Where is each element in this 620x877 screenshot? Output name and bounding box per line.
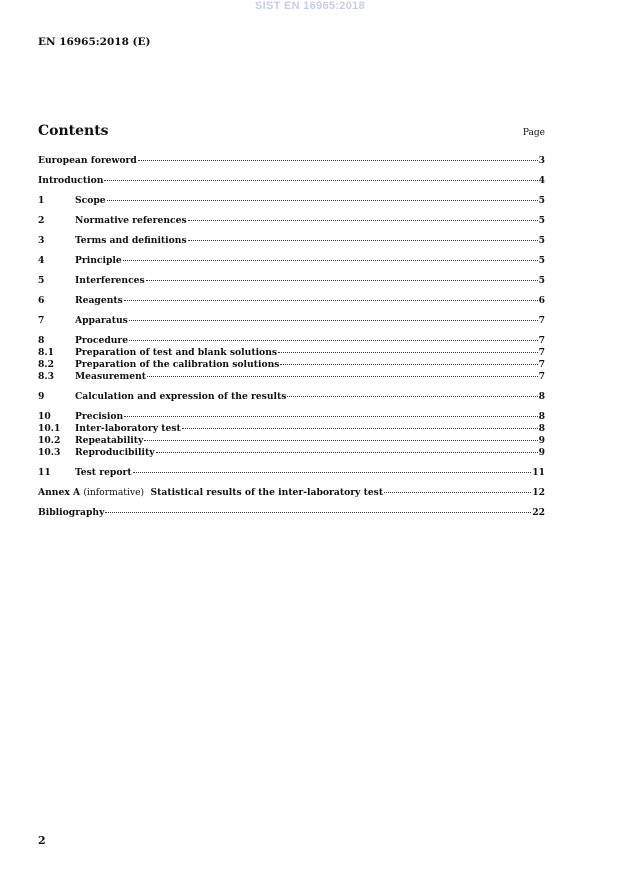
toc-title: Preparation of the calibration solutions: [75, 359, 280, 370]
toc-number: 3: [38, 235, 45, 246]
dot-leader: [278, 352, 538, 353]
toc-title: Bibliography: [38, 507, 105, 518]
toc-number: 4: [38, 255, 45, 266]
toc-title: Apparatus: [75, 315, 128, 326]
toc-entry-test-report[interactable]: [38, 467, 545, 479]
toc-title: Scope: [75, 195, 106, 206]
toc-entry-procedure[interactable]: [38, 335, 545, 347]
dot-leader: [188, 220, 538, 221]
dot-leader: [124, 300, 538, 301]
toc-page: 7: [538, 359, 545, 370]
toc-page: 11: [532, 467, 545, 478]
dot-leader: [147, 376, 538, 377]
toc-page: 8: [538, 391, 545, 402]
toc-number: 6: [38, 295, 45, 306]
toc-number: 5: [38, 275, 45, 286]
toc-number: 8.1: [38, 347, 54, 358]
toc-entry-interferences[interactable]: [38, 275, 545, 287]
toc-entry-principle[interactable]: [38, 255, 545, 267]
page-number: 2: [38, 834, 46, 847]
dot-leader: [124, 416, 537, 417]
dot-leader: [146, 280, 538, 281]
toc-number: 9: [38, 391, 45, 402]
annex-title: Statistical results of the inter-laboratory test: [150, 487, 384, 498]
toc-number: 1: [38, 195, 45, 206]
toc-title: Procedure: [75, 335, 129, 346]
toc-number: 8: [38, 335, 45, 346]
contents-title: Contents: [38, 123, 109, 139]
toc-title: Reagents: [75, 295, 123, 306]
toc-number: 10.3: [38, 447, 61, 458]
dot-leader: [384, 492, 531, 493]
toc-page: 7: [538, 371, 545, 382]
toc-entry-preparation-test-blank[interactable]: [38, 347, 545, 359]
toc-title: European foreword: [38, 155, 137, 166]
page-column-label: Page: [522, 128, 545, 138]
toc-entry-measurement[interactable]: [38, 371, 545, 383]
toc-page: 5: [538, 195, 545, 206]
toc-title: [38, 487, 383, 499]
annex-label: Annex A: [38, 487, 81, 498]
toc-page: 22: [532, 507, 545, 518]
toc-page: 7: [538, 335, 545, 346]
toc-entry-reproducibility[interactable]: [38, 447, 545, 459]
dot-leader: [129, 340, 537, 341]
toc-page: 7: [538, 347, 545, 358]
toc-page: 3: [538, 155, 545, 166]
toc-number: 7: [38, 315, 45, 326]
toc-page: 12: [532, 487, 545, 498]
toc-entry-preparation-calibration[interactable]: [38, 359, 545, 371]
dot-leader: [182, 428, 538, 429]
dot-leader: [107, 200, 538, 201]
dot-leader: [123, 260, 538, 261]
toc-entry-terms-and-definitions[interactable]: [38, 235, 545, 247]
dot-leader: [133, 472, 532, 473]
toc-page: 5: [538, 215, 545, 226]
toc-entry-inter-laboratory-test[interactable]: [38, 423, 545, 435]
toc-number: 10.1: [38, 423, 61, 434]
toc-entry-reagents[interactable]: [38, 295, 545, 307]
toc-title: Repeatability: [75, 435, 144, 446]
toc-page: 8: [538, 411, 545, 422]
toc-page: 9: [538, 447, 545, 458]
toc-entry-precision[interactable]: [38, 411, 545, 423]
toc-title: Precision: [75, 411, 124, 422]
toc-title: Reproducibility: [75, 447, 155, 458]
dot-leader: [188, 240, 538, 241]
toc-entry-bibliography[interactable]: [38, 507, 545, 519]
dot-leader: [105, 512, 531, 513]
toc-title: Measurement: [75, 371, 146, 382]
watermark: SIST EN 16965:2018: [255, 0, 365, 12]
toc-title: Inter-laboratory test: [75, 423, 181, 434]
toc-page: 5: [538, 275, 545, 286]
document-id: EN 16965:2018 (E): [38, 36, 151, 48]
toc-page: 9: [538, 435, 545, 446]
toc-entry-annex-a[interactable]: [38, 487, 545, 499]
toc-entry-introduction[interactable]: [38, 175, 545, 187]
dot-leader: [287, 396, 537, 397]
toc-entry-calculation[interactable]: [38, 391, 545, 403]
toc-entry-scope[interactable]: [38, 195, 545, 207]
toc-number: 10.2: [38, 435, 61, 446]
toc-page: 4: [538, 175, 545, 186]
toc-title: Introduction: [38, 175, 104, 186]
toc-page: 6: [538, 295, 545, 306]
dot-leader: [104, 180, 537, 181]
annex-note: (informative): [83, 487, 145, 498]
toc-title: Calculation and expression of the results: [75, 391, 287, 402]
dot-leader: [129, 320, 538, 321]
dot-leader: [144, 440, 537, 441]
toc-entry-apparatus[interactable]: [38, 315, 545, 327]
toc-title: Interferences: [75, 275, 145, 286]
toc-title: Principle: [75, 255, 122, 266]
dot-leader: [138, 160, 538, 161]
toc-number: 8.2: [38, 359, 54, 370]
toc-number: 2: [38, 215, 45, 226]
table-of-contents: [38, 155, 545, 519]
toc-entry-european-foreword[interactable]: [38, 155, 545, 167]
toc-title: Test report: [75, 467, 132, 478]
toc-number: 11: [38, 467, 51, 478]
toc-number: 8.3: [38, 371, 54, 382]
dot-leader: [280, 364, 537, 365]
toc-title: Preparation of test and blank solutions: [75, 347, 278, 358]
dot-leader: [156, 452, 538, 453]
toc-page: 5: [538, 255, 545, 266]
toc-page: 7: [538, 315, 545, 326]
toc-entry-repeatability[interactable]: [38, 435, 545, 447]
toc-title: Terms and definitions: [75, 235, 187, 246]
toc-entry-normative-references[interactable]: [38, 215, 545, 227]
toc-title: Normative references: [75, 215, 187, 226]
toc-page: 5: [538, 235, 545, 246]
toc-number: 10: [38, 411, 51, 422]
toc-page: 8: [538, 423, 545, 434]
